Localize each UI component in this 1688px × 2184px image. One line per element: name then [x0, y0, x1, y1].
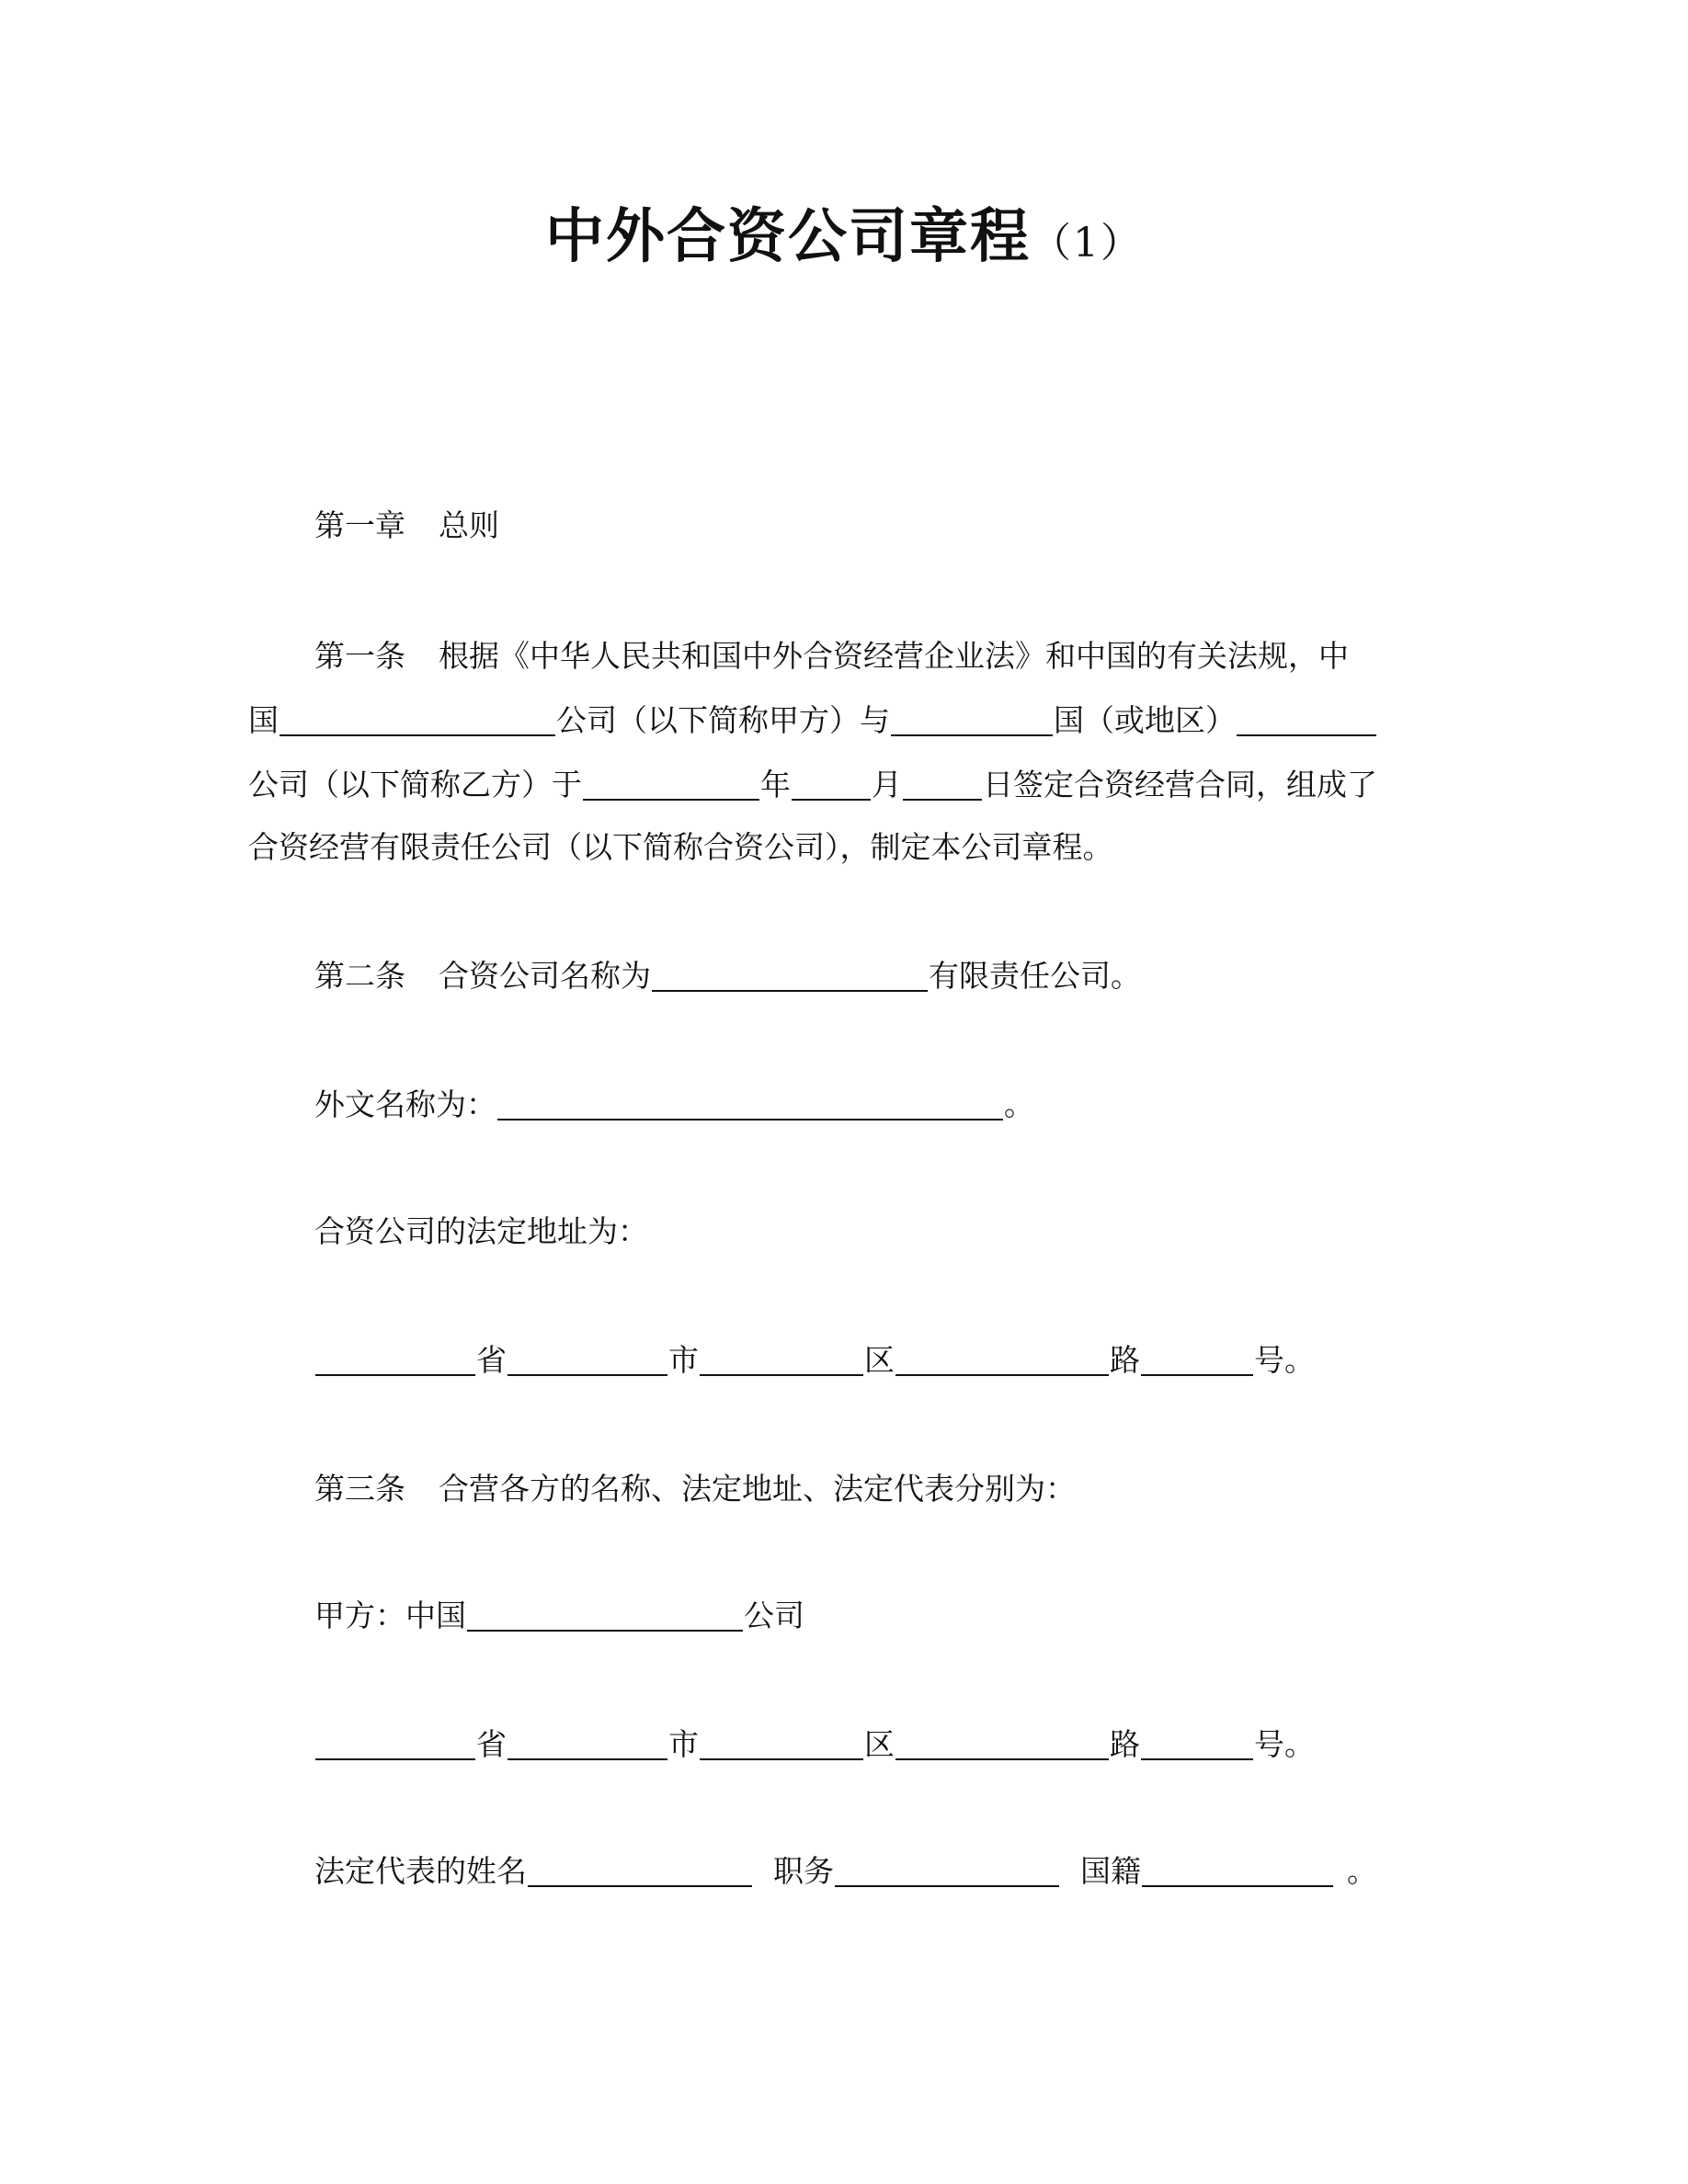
text-segment: 号。: [1254, 1726, 1315, 1762]
text-segment: 年: [760, 767, 791, 802]
text-segment: 公司（以下简称甲方）与: [556, 702, 890, 738]
text-segment: 合资经营有限责任公司（以下简称合资公司），制定本公司章程。: [248, 829, 1113, 865]
text-segment: 。: [1347, 1853, 1377, 1889]
chapter-heading: [314, 504, 1510, 548]
text-segment: 法定代表的姓名: [314, 1853, 527, 1889]
article-1-line-2: [248, 699, 1443, 743]
district-blank[interactable]: [700, 1727, 863, 1760]
text-segment: 省: [476, 1342, 507, 1378]
party-a-blank[interactable]: [467, 1598, 743, 1632]
text-segment: 区: [864, 1726, 895, 1762]
article-2-label: 第二条: [314, 958, 405, 994]
document-title: [0, 200, 1688, 280]
blank-field[interactable]: [792, 768, 871, 801]
blank-field[interactable]: [279, 703, 555, 736]
number-blank[interactable]: [1141, 1727, 1253, 1760]
text-segment: 合资公司名称为: [439, 958, 651, 994]
province-blank[interactable]: [315, 1727, 475, 1760]
blank-field[interactable]: [1237, 703, 1376, 736]
blank-field[interactable]: [903, 768, 982, 801]
article-3-label: 第三条: [314, 1471, 405, 1507]
article-1-line-1: [314, 634, 1510, 678]
district-blank[interactable]: [700, 1343, 863, 1376]
rep-position-blank[interactable]: [835, 1854, 1059, 1887]
text-segment: 合资公司的法定地址为：: [314, 1213, 648, 1249]
rep-nationality-blank[interactable]: [1142, 1854, 1333, 1887]
text-segment: 市: [668, 1726, 699, 1762]
city-blank[interactable]: [508, 1343, 667, 1376]
chapter-number: 第一章: [314, 507, 405, 543]
blank-field[interactable]: [583, 768, 759, 801]
text-segment: 省: [476, 1726, 507, 1762]
road-blank[interactable]: [895, 1727, 1109, 1760]
text-segment: 路: [1110, 1726, 1140, 1762]
blank-field[interactable]: [891, 703, 1053, 736]
article-1-line-3: [248, 763, 1443, 807]
address-line-1: [314, 1338, 1510, 1382]
text-segment: 日签定合资经营合同，组成了: [983, 767, 1377, 802]
city-blank[interactable]: [508, 1727, 667, 1760]
number-blank[interactable]: [1141, 1343, 1253, 1376]
text-segment: 甲方：中国: [314, 1598, 466, 1633]
road-blank[interactable]: [895, 1343, 1109, 1376]
article-3-line-1: [314, 1467, 1510, 1511]
text-segment: 区: [864, 1342, 895, 1378]
text-segment: 市: [668, 1342, 699, 1378]
province-blank[interactable]: [315, 1343, 475, 1376]
title-suffix: （1）: [1031, 220, 1143, 267]
text-segment: 公司（以下简称乙方）于: [248, 767, 582, 802]
text-segment: 合营各方的名称、法定地址、法定代表分别为：: [439, 1471, 1076, 1507]
text-segment: 月: [872, 767, 902, 802]
foreign-name-line: [314, 1083, 1510, 1127]
text-segment: 外文名称为：: [314, 1086, 496, 1122]
foreign-name-blank[interactable]: [497, 1087, 1003, 1120]
article-2-line-1: [314, 954, 1510, 998]
text-segment: 公司: [744, 1598, 804, 1633]
text-segment: 路: [1110, 1342, 1140, 1378]
article-1-line-4: [248, 825, 1443, 870]
address-heading: [314, 1210, 1510, 1254]
chapter-name: 总则: [439, 507, 499, 543]
text-segment: 国籍: [1080, 1853, 1141, 1889]
party-a-line: [314, 1594, 1510, 1638]
article-1-text: 根据《中华人民共和国中外合资经营企业法》和中国的有关法规，中: [439, 638, 1349, 674]
text-segment: 国: [248, 702, 279, 738]
representative-line: [314, 1849, 1510, 1894]
title-main: 中外合资公司章程: [545, 203, 1031, 271]
text-segment: 有限责任公司。: [929, 958, 1141, 994]
rep-name-blank[interactable]: [528, 1854, 752, 1887]
address-line-2: [314, 1723, 1510, 1767]
text-segment: 。: [1004, 1086, 1034, 1122]
text-segment: 国（或地区）: [1054, 702, 1236, 738]
article-1-label: 第一条: [314, 638, 405, 674]
company-name-blank[interactable]: [652, 959, 928, 992]
text-segment: 号。: [1254, 1342, 1315, 1378]
text-segment: 职务: [773, 1853, 834, 1889]
